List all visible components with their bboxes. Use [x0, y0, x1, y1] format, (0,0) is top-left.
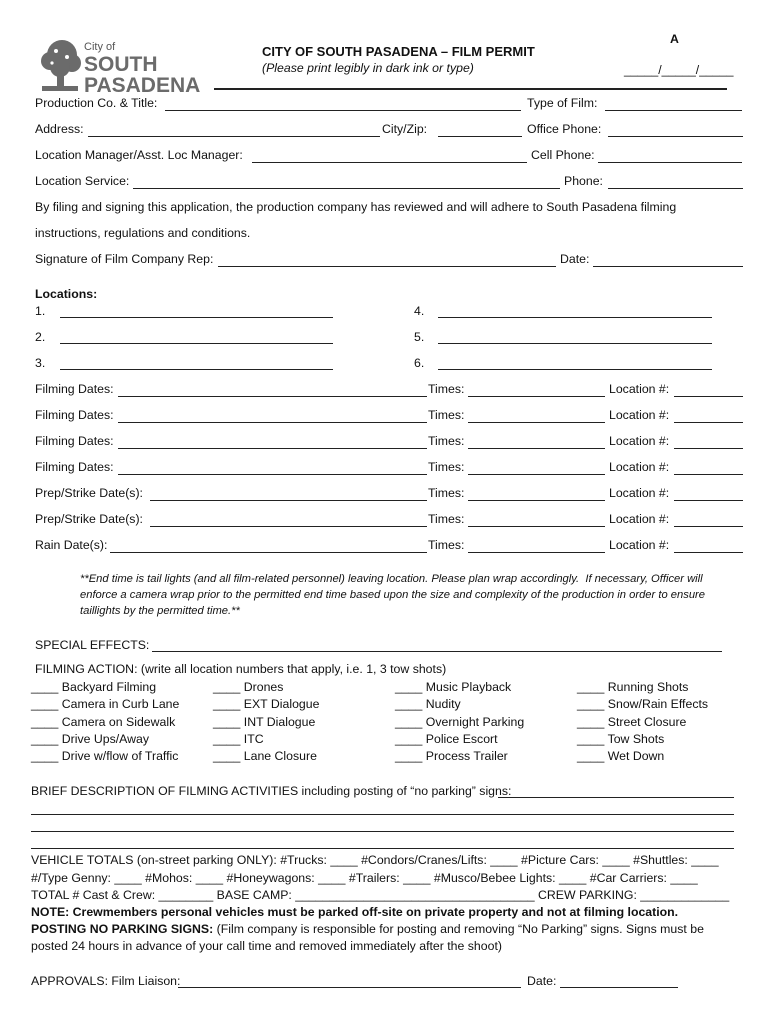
- action-label: Backyard Filming: [61, 680, 157, 694]
- filming-action-item[interactable]: [395, 697, 461, 712]
- phone-field[interactable]: [608, 188, 743, 189]
- type-of-film-field[interactable]: [605, 110, 742, 111]
- cell-phone-label: Cell Phone:: [531, 148, 595, 162]
- action-label: Wet Down: [607, 749, 665, 764]
- times-label: Times:: [428, 382, 465, 396]
- brief-description-line[interactable]: [31, 848, 734, 849]
- action-label: INT Dialogue: [243, 714, 316, 729]
- location-field-1[interactable]: [60, 317, 333, 318]
- times-label: Times:: [428, 486, 465, 500]
- times-field[interactable]: [468, 526, 605, 527]
- filming-action-item[interactable]: [213, 697, 319, 712]
- filming-action-item[interactable]: [577, 697, 708, 712]
- filming-action-item[interactable]: [213, 732, 264, 747]
- action-blank[interactable]: ____: [213, 680, 241, 694]
- schedule-row-label: Prep/Strike Date(s):: [35, 512, 143, 526]
- action-label: Nudity: [425, 697, 461, 712]
- city-zip-field[interactable]: [438, 136, 522, 137]
- action-blank[interactable]: ____: [395, 680, 423, 694]
- action-label: Process Trailer: [425, 749, 508, 764]
- action-blank[interactable]: ____: [577, 697, 605, 712]
- special-effects-label: SPECIAL EFFECTS:: [35, 638, 150, 652]
- signature-date-field[interactable]: [593, 266, 743, 267]
- schedule-dates-field[interactable]: [118, 422, 427, 423]
- action-label: Street Closure: [607, 714, 687, 729]
- location-manager-label: Location Manager/Asst. Loc Manager:: [35, 148, 243, 162]
- location-number: 5.: [414, 330, 425, 344]
- location-number-field[interactable]: [674, 552, 743, 553]
- agreement-text-2: instructions, regulations and conditions.: [35, 226, 251, 240]
- location-number-label: Location #:: [609, 486, 670, 500]
- office-phone-field[interactable]: [608, 136, 743, 137]
- action-blank[interactable]: ____: [213, 731, 241, 746]
- action-label: Drive w/flow of Traffic: [61, 749, 179, 764]
- action-blank[interactable]: ____: [213, 697, 241, 712]
- vehicle-totals-line-1[interactable]: VEHICLE TOTALS (on-street parking ONLY): #Trucks: ____ #Condors/Cranes/Lifts: ____ #Picture Cars: ____ #Shuttles: ____: [31, 853, 719, 867]
- action-label: Drive Ups/Away: [61, 731, 150, 746]
- action-blank[interactable]: ____: [577, 749, 605, 764]
- filming-action-item[interactable]: [395, 732, 498, 747]
- filming-action-heading: FILMING ACTION: (write all location numbers that apply, i.e. 1, 3 tow shots): [35, 662, 447, 676]
- filming-action-item[interactable]: [31, 749, 178, 764]
- approvals-date-label: Date:: [527, 974, 557, 988]
- action-blank[interactable]: ____: [395, 731, 423, 746]
- posting-label: POSTING NO PARKING SIGNS:: [31, 922, 214, 936]
- action-label: Music Playback: [425, 680, 512, 694]
- location-number-field[interactable]: [674, 500, 743, 501]
- action-blank[interactable]: ____: [31, 680, 59, 694]
- action-label: Lane Closure: [243, 749, 317, 764]
- times-field[interactable]: [468, 500, 605, 501]
- filming-action-item[interactable]: [213, 680, 283, 695]
- location-number: 2.: [35, 330, 46, 344]
- filming-action-item[interactable]: [31, 697, 179, 712]
- action-label: EXT Dialogue: [243, 697, 320, 712]
- locations-heading: Locations:: [35, 287, 98, 301]
- action-blank[interactable]: ____: [577, 680, 605, 694]
- location-field-6[interactable]: [438, 369, 712, 370]
- action-blank[interactable]: ____: [213, 749, 241, 764]
- filming-action-item[interactable]: [395, 749, 508, 764]
- location-number-label: Location #:: [609, 460, 670, 474]
- action-blank[interactable]: ____: [31, 749, 59, 764]
- filming-action-item[interactable]: [395, 680, 511, 695]
- schedule-row-label: Filming Dates:: [35, 382, 114, 396]
- times-field[interactable]: [468, 448, 605, 449]
- cell-phone-field[interactable]: [598, 162, 742, 163]
- filming-action-item[interactable]: [31, 732, 149, 747]
- times-label: Times:: [428, 538, 465, 552]
- schedule-dates-field[interactable]: [118, 396, 427, 397]
- form-letter: A: [670, 32, 679, 46]
- brief-description-line[interactable]: [31, 814, 734, 815]
- city-zip-label: City/Zip:: [382, 122, 428, 136]
- signature-field[interactable]: [218, 266, 556, 267]
- header-rule: [214, 88, 727, 90]
- action-blank[interactable]: ____: [31, 714, 59, 729]
- filming-action-item[interactable]: [213, 749, 317, 764]
- schedule-dates-field[interactable]: [150, 526, 427, 527]
- action-blank[interactable]: ____: [395, 697, 423, 712]
- vehicle-totals-line-2[interactable]: #/Type Genny: ____ #Mohos: ____ #Honeywagons: ____ #Trailers: ____ #Musco/Bebee Lights: ____ #Car Carriers: ____: [31, 871, 698, 885]
- office-phone-label: Office Phone:: [527, 122, 602, 136]
- end-time-note-1: **End time is tail lights (and all film-related personnel) leaving location. Please plan wrap accordingly. If necessary, Officer will: [80, 573, 703, 585]
- schedule-dates-field[interactable]: [150, 500, 427, 501]
- filming-action-item[interactable]: [31, 680, 156, 695]
- schedule-dates-field[interactable]: [118, 474, 427, 475]
- times-field[interactable]: [468, 396, 605, 397]
- location-number: 3.: [35, 356, 46, 370]
- location-number-field[interactable]: [674, 396, 743, 397]
- city-logo: [40, 37, 210, 93]
- schedule-row-label: Filming Dates:: [35, 460, 114, 474]
- action-label: Camera in Curb Lane: [61, 697, 180, 712]
- brief-description-field[interactable]: [498, 797, 734, 798]
- action-label: ITC: [243, 731, 264, 746]
- location-field-4[interactable]: [438, 317, 712, 318]
- action-label: Drones: [243, 680, 284, 694]
- schedule-row-label: Prep/Strike Date(s):: [35, 486, 143, 500]
- times-field[interactable]: [468, 474, 605, 475]
- times-label: Times:: [428, 512, 465, 526]
- action-blank[interactable]: ____: [577, 731, 605, 746]
- address-field[interactable]: [88, 136, 380, 137]
- filming-action-item[interactable]: [213, 715, 315, 730]
- location-number-label: Location #:: [609, 538, 670, 552]
- location-field-3[interactable]: [60, 369, 333, 370]
- action-blank[interactable]: ____: [31, 697, 59, 712]
- location-number-field[interactable]: [674, 526, 743, 527]
- schedule-row-label: Filming Dates:: [35, 408, 114, 422]
- posting-text: (Film company is responsible for posting and removing “No Parking” signs. Signs must be: [213, 922, 704, 936]
- filming-action-item[interactable]: [577, 680, 688, 695]
- action-blank[interactable]: ____: [395, 714, 423, 729]
- location-number: 4.: [414, 304, 425, 318]
- approvals-label: APPROVALS: Film Liaison:: [31, 974, 181, 988]
- signature-date-label: Date:: [560, 252, 590, 266]
- action-label: Snow/Rain Effects: [607, 697, 709, 712]
- location-field-5[interactable]: [438, 343, 712, 344]
- brief-description-line[interactable]: [31, 831, 734, 832]
- vehicle-totals-line-3[interactable]: TOTAL # Cast & Crew: ________ BASE CAMP: ___________________________________ CREW PARKING: _____________: [31, 888, 730, 902]
- posting-note-1: [31, 922, 704, 937]
- filming-action-item[interactable]: [577, 749, 664, 764]
- action-blank[interactable]: ____: [577, 714, 605, 729]
- times-field[interactable]: [468, 422, 605, 423]
- film-liaison-field[interactable]: [178, 987, 521, 988]
- location-number-field[interactable]: [674, 474, 743, 475]
- type-of-film-label: Type of Film:: [527, 96, 598, 110]
- filming-action-item[interactable]: [395, 715, 524, 730]
- location-field-2[interactable]: [60, 343, 333, 344]
- times-label: Times:: [428, 460, 465, 474]
- form-title: CITY OF SOUTH PASADENA – FILM PERMIT: [262, 44, 535, 59]
- action-label: Police Escort: [425, 731, 498, 746]
- schedule-dates-field[interactable]: [110, 552, 427, 553]
- location-number-label: Location #:: [609, 408, 670, 422]
- end-time-note-2: enforce a camera wrap prior to the permitted end time based upon the size and complexity of the production in order to ensure: [80, 589, 705, 601]
- filming-action-item[interactable]: [577, 715, 686, 730]
- tree-icon: [41, 40, 81, 91]
- production-field[interactable]: [165, 110, 521, 111]
- action-label: Tow Shots: [607, 731, 665, 746]
- end-time-note-3: taillights by the permitted time.**: [80, 605, 240, 617]
- production-label: Production Co. & Title:: [35, 96, 158, 110]
- action-label: Overnight Parking: [425, 714, 525, 729]
- agreement-text-1: By filing and signing this application, the production company has reviewed and will adhere to South Pasadena filming: [35, 200, 677, 214]
- location-number: 6.: [414, 356, 425, 370]
- times-field[interactable]: [468, 552, 605, 553]
- location-number: 1.: [35, 304, 46, 318]
- brief-description-label: BRIEF DESCRIPTION OF FILMING ACTIVITIES including posting of “no parking” signs:: [31, 784, 512, 798]
- action-blank[interactable]: ____: [31, 731, 59, 746]
- location-service-field[interactable]: [133, 188, 560, 189]
- crew-parking-note: NOTE: Crewmembers personal vehicles must be parked off-site on private property and not at filming location.: [31, 905, 679, 919]
- location-manager-field[interactable]: [252, 162, 527, 163]
- location-number-label: Location #:: [609, 382, 670, 396]
- approvals-date-field[interactable]: [560, 987, 678, 988]
- location-number-field[interactable]: [674, 448, 743, 449]
- logo-pasadena: PASADENA: [84, 74, 201, 93]
- times-label: Times:: [428, 434, 465, 448]
- phone-label: Phone:: [564, 174, 603, 188]
- schedule-row-label: Filming Dates:: [35, 434, 114, 448]
- action-blank[interactable]: ____: [395, 749, 423, 764]
- action-label: Running Shots: [607, 680, 689, 694]
- posting-note-2: posted 24 hours in advance of your call time and removed immediately after the shoot): [31, 939, 502, 953]
- times-label: Times:: [428, 408, 465, 422]
- location-number-label: Location #:: [609, 434, 670, 448]
- action-label: Camera on Sidewalk: [61, 714, 176, 729]
- schedule-row-label: Rain Date(s):: [35, 538, 108, 552]
- schedule-dates-field[interactable]: [118, 448, 427, 449]
- special-effects-field[interactable]: [152, 651, 722, 652]
- location-service-label: Location Service:: [35, 174, 130, 188]
- filming-action-item[interactable]: [31, 715, 175, 730]
- location-number-label: Location #:: [609, 512, 670, 526]
- permit-date-field[interactable]: _____/_____/_____: [624, 63, 734, 77]
- logo-city-of: City of: [84, 41, 116, 53]
- address-label: Address:: [35, 122, 84, 136]
- form-subtitle: (Please print legibly in dark ink or type): [262, 61, 474, 75]
- signature-label: Signature of Film Company Rep:: [35, 252, 214, 266]
- filming-action-item[interactable]: [577, 732, 664, 747]
- logo-south: SOUTH: [84, 53, 158, 76]
- action-blank[interactable]: ____: [213, 714, 241, 729]
- location-number-field[interactable]: [674, 422, 743, 423]
